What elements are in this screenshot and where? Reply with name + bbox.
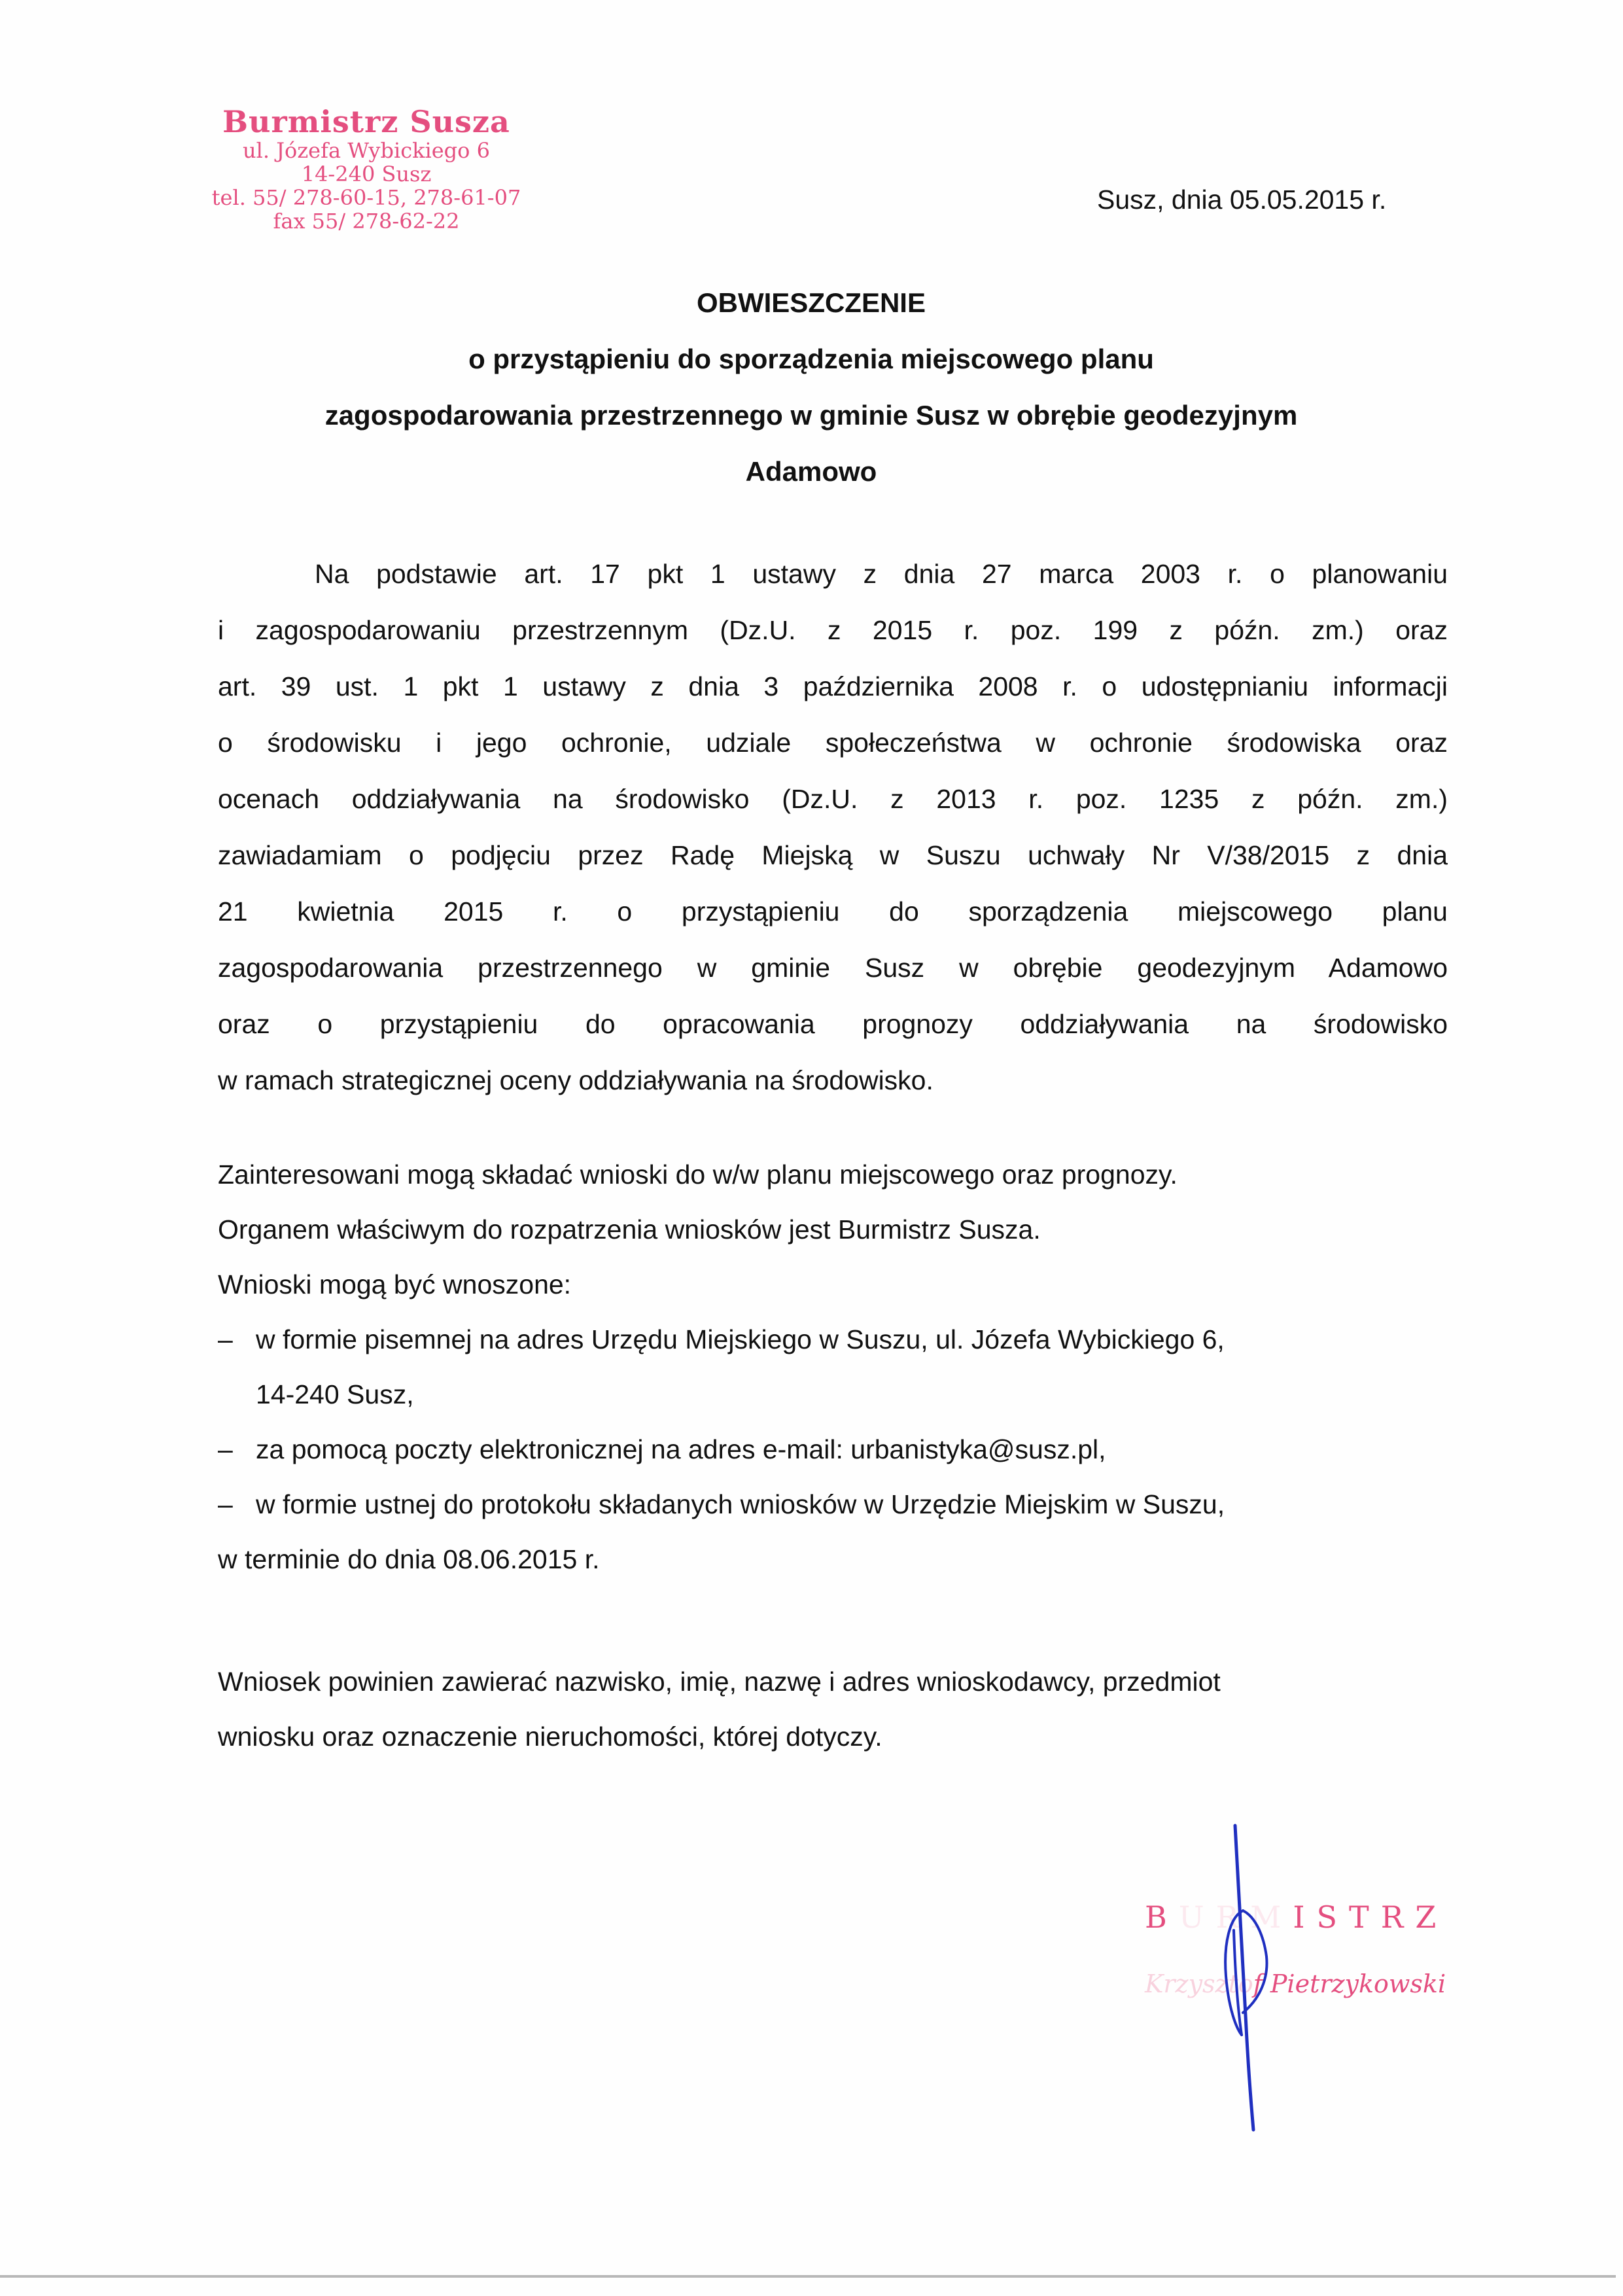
- stamp-office-name: Burmistrz Susza: [222, 104, 510, 139]
- stamp-street: ul. Józefa Wybickiego 6: [243, 138, 490, 163]
- list-item: [218, 1422, 1448, 1477]
- list-item: [218, 1477, 1448, 1532]
- text-line: 21 kwietnia 2015 r. o przystąpieniu do sporządzenia miejscowego planu: [218, 896, 1448, 927]
- title-line: Adamowo: [745, 456, 877, 487]
- stamp-text-visible: f Pietrzykowski: [1253, 1969, 1446, 1998]
- list-item: [218, 1312, 1448, 1422]
- text-line: art. 39 ust. 1 pkt 1 ustawy z dnia 3 października 2008 r. o udostępnianiu informacji: [218, 671, 1448, 701]
- text-line: Zainteresowani mogą składać wnioski do w/w planu miejscowego oraz prognozy.: [218, 1159, 1178, 1190]
- text-line: i zagospodarowaniu przestrzennym (Dz.U. z 2015 r. poz. 199 z późn. zm.) oraz: [218, 615, 1448, 645]
- applications-paragraph: [218, 1147, 1448, 1587]
- text-line: ocenach oddziaływania na środowisko (Dz.U. z 2013 r. poz. 1235 z późn. zm.): [218, 784, 1448, 814]
- stamp-text-faded: URM: [1178, 1899, 1293, 1935]
- text-line: 14-240 Susz,: [256, 1379, 414, 1409]
- stamp-city: 14-240 Susz: [301, 162, 432, 186]
- application-contents-paragraph: [218, 1654, 1448, 1764]
- scan-edge-line: [0, 2275, 1616, 2278]
- text-line: zawiadamiam o podjęciu przez Radę Miejską w Suszu uchwały Nr V/38/2015 z dnia: [218, 840, 1448, 870]
- dash-bullet: –: [218, 1489, 233, 1519]
- handwritten-signature-icon: [1217, 1819, 1321, 2133]
- text-line: w formie ustnej do protokołu składanych wniosków w Urzędzie Miejskim w Suszu,: [256, 1489, 1225, 1519]
- text-line: Na podstawie art. 17 pkt 1 ustawy z dnia 27 marca 2003 r. o planowaniu: [315, 559, 1448, 589]
- text-line: w ramach strategicznej oceny oddziaływania na środowisko.: [218, 1065, 934, 1095]
- title-line: zagospodarowania przestrzennego w gminie Susz w obrębie geodezyjnym: [324, 400, 1298, 431]
- dash-bullet: –: [218, 1434, 233, 1464]
- stamp-text-visible: B: [1145, 1899, 1179, 1935]
- text-line: Wniosek powinien zawierać nazwisko, imię, nazwę i adres wnioskodawcy, przedmiot: [218, 1667, 1221, 1697]
- legal-basis-paragraph: [218, 546, 1448, 1108]
- office-stamp: [164, 105, 569, 233]
- title-line: o przystąpieniu do sporządzenia miejscowego planu: [468, 344, 1154, 374]
- text-line: Organem właściwym do rozpatrzenia wniosków jest Burmistrz Susza.: [218, 1214, 1041, 1245]
- text-line: Wnioski mogą być wnoszone:: [218, 1269, 572, 1299]
- text-line: w formie pisemnej na adres Urzędu Miejskiego w Suszu, ul. Józefa Wybickiego 6,: [256, 1324, 1225, 1354]
- title-heading: OBWIESZCZENIE: [696, 287, 926, 318]
- text-line: o środowisku i jego ochronie, udziale społeczeństwa w ochronie środowiska oraz: [218, 728, 1448, 758]
- document-title: [196, 275, 1426, 500]
- document-date: Susz, dnia 05.05.2015 r.: [1097, 185, 1387, 215]
- stamp-fax: fax 55/ 278-62-22: [273, 209, 460, 234]
- email-line: za pomocą poczty elektronicznej na adres e-mail: urbanistyka@susz.pl,: [256, 1434, 1106, 1464]
- deadline-line: w terminie do dnia 08.06.2015 r.: [218, 1544, 600, 1574]
- submission-methods-list: [218, 1312, 1448, 1532]
- stamp-text-visible: ISTRZ: [1293, 1899, 1448, 1935]
- text-line: oraz o przystąpieniu do opracowania prognozy oddziaływania na środowisko: [218, 1009, 1448, 1039]
- stamp-phone: tel. 55/ 278-60-15, 278-61-07: [211, 185, 521, 210]
- text-line: wniosku oraz oznaczenie nieruchomości, której dotyczy.: [218, 1722, 882, 1752]
- stamp-text-faded: Krzyszto: [1145, 1969, 1253, 1998]
- dash-bullet: –: [218, 1324, 233, 1354]
- text-line: zagospodarowania przestrzennego w gminie Susz w obrębie geodezyjnym Adamowo: [218, 953, 1448, 983]
